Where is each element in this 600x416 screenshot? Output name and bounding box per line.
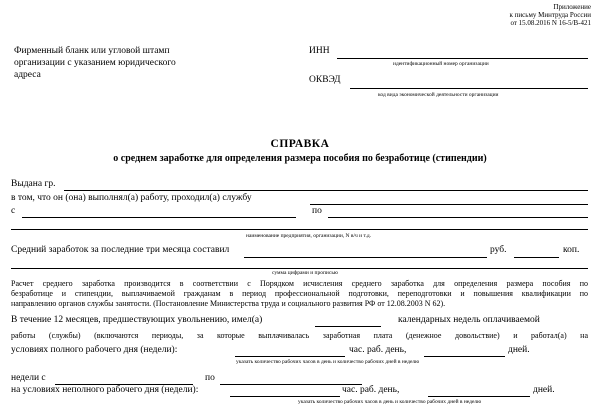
inn-field[interactable] <box>337 58 588 59</box>
average-earnings-field[interactable] <box>244 257 487 258</box>
kopeck-field[interactable] <box>514 257 559 258</box>
average-earnings-label: Средний заработок за последние три месяца составил <box>11 245 230 255</box>
full-time-hours-caption: указать количество рабочих часов в день и количество рабочих дней в неделю <box>236 359 420 365</box>
to-field[interactable] <box>328 217 588 218</box>
page-title: СПРАВКА <box>270 138 330 150</box>
from-label: с <box>11 206 16 216</box>
to-label: по <box>312 206 322 216</box>
worked-text: в том, что он (она) выполнял(а) работу, проходил(а) службу <box>11 193 252 203</box>
weeks-to-label: по <box>205 373 215 383</box>
part-time-hours-caption: указать количество рабочих часов в день и количество рабочих дней в неделю <box>298 399 482 405</box>
sum-caption: сумма цифрами и прописью <box>272 270 338 276</box>
part-time-days-label: дней. <box>533 385 555 395</box>
note-line-3: направлению органов службы занятости. (Постановление Министерства труда и социального развития РФ от 12.08.2003 N 62). <box>11 299 446 308</box>
full-time-days-field[interactable] <box>424 356 505 357</box>
kop-label: коп. <box>563 245 580 255</box>
note-line-1: Расчет среднего заработка производится в соответствии с Порядком исчисления среднего заработка для определения размера пособия по <box>11 279 588 288</box>
page-subtitle: о среднем заработке для определения размера пособия по безработице (стипендии) <box>113 153 487 164</box>
appendix-line-2: к письму Минтруда России <box>509 11 591 20</box>
sum-words-field[interactable] <box>11 268 588 269</box>
stamp-line-2: организации с указанием юридического <box>14 58 176 68</box>
stamp-line-1: Фирменный бланк или угловой штамп <box>14 46 170 56</box>
inn-label: ИНН <box>309 46 330 56</box>
okved-label: ОКВЭД <box>309 75 341 85</box>
note-line-2: безработице и стипендии, выплачиваемой гражданам в период профессиональной подготовки, переподготовки и повышения квалификации по <box>11 289 588 298</box>
weeks-from-label: недели с <box>11 373 46 383</box>
appendix-note <box>510 3 591 28</box>
issued-to-label: Выдана гр. <box>11 179 56 189</box>
rub-label: руб. <box>490 245 507 255</box>
part-time-days-field[interactable] <box>428 396 530 397</box>
full-time-hours-field[interactable] <box>235 356 345 357</box>
full-time-label: условиях полного рабочего дня (недели): <box>11 345 178 355</box>
organization-field[interactable] <box>11 229 588 230</box>
calculation-note <box>11 279 588 309</box>
full-time-days-label: дней. <box>508 345 530 355</box>
paid-weeks-field[interactable] <box>315 326 381 327</box>
stamp-placeholder <box>14 45 176 81</box>
period-text-start: В течение 12 месяцев, предшествующих увольнению, имел(а) <box>11 315 263 325</box>
worked-field[interactable] <box>310 204 588 205</box>
inn-caption: идентификационный номер организации <box>393 61 489 67</box>
from-field[interactable] <box>22 217 296 218</box>
period-text-line-2: работы (службы) (включаются периоды, за которые выплачивалась заработная плата (денежное довольствие) и работал(а) на <box>11 331 588 340</box>
okved-caption: код вида экономической деятельности организации <box>378 92 499 98</box>
appendix-line-3: от 15.08.2016 N 16-5/В-421 <box>510 19 591 28</box>
full-time-hours-label: час. раб. день, <box>349 345 407 355</box>
organization-caption: наименование предприятия, организации, N в/ч и т.д. <box>246 233 372 239</box>
okved-field[interactable] <box>350 88 588 89</box>
part-time-hours-label: час. раб. день, <box>342 385 400 395</box>
weeks-to-field[interactable] <box>220 384 362 385</box>
appendix-line-1: Приложение <box>553 3 591 11</box>
stamp-line-3: адреса <box>14 70 41 80</box>
period-text-end: календарных недель оплачиваемой <box>398 315 540 325</box>
part-time-hours-field[interactable] <box>230 396 340 397</box>
issued-to-field[interactable] <box>64 190 588 191</box>
part-time-label: на условиях неполного рабочего дня (недели): <box>11 385 199 395</box>
